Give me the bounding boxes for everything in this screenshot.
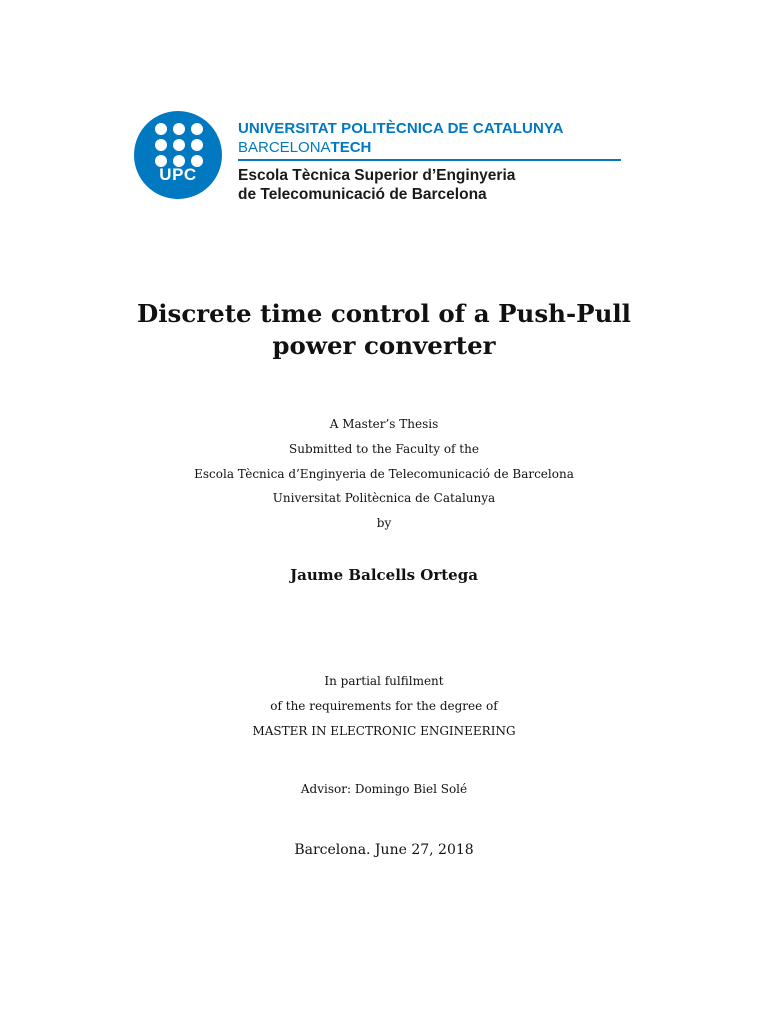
upc-logo-circle [134,111,222,199]
logo-wordmark [238,119,622,204]
logo-dot [173,123,185,135]
logo-dot [155,139,167,151]
author-name: Jaume Balcells Ortega [290,566,478,584]
title-line2: power converter [272,331,496,360]
submission-block [0,412,768,536]
campus-name [238,138,622,157]
logo-dot [191,123,203,135]
campus-bold: TECH [330,139,372,156]
place-date: Barcelona. June 27, 2018 [294,842,474,858]
title-line1: Discrete time control of a Push-Pull [136,299,631,328]
logo-dot [173,139,185,151]
school-name-line1: Escola Tècnica Superior d’Enginyeria [238,167,516,184]
submission-line: Submitted to the Faculty of the [289,441,479,456]
thesis-title [0,298,768,362]
fulfilment-line: MASTER IN ELECTRONIC ENGINEERING [252,723,516,738]
advisor-line: Advisor: Domingo Biel Solé [300,782,468,796]
logo-acronym: UPC [159,165,197,184]
logo-dot [155,123,167,135]
logo-dots-icon [155,123,203,169]
fulfilment-block [0,669,768,743]
submission-line: Escola Tècnica d’Enginyeria de Telecomunicació de Barcelona [194,466,574,481]
logo-divider [238,159,621,161]
campus-regular: BARCELONA [238,139,331,156]
submission-line: by [376,516,392,531]
fulfilment-line: of the requirements for the degree of [270,698,498,713]
fulfilment-line: In partial fulfilment [324,674,444,688]
submission-line: Universitat Politècnica de Catalunya [272,491,496,506]
submission-line: A Master’s Thesis [329,417,439,431]
upc-logo [134,111,634,201]
logo-dot [191,139,203,151]
school-name-line2: de Telecomunicació de Barcelona [238,186,487,203]
university-name: UNIVERSITAT POLITÈCNICA DE CATALUNYA [238,120,564,137]
